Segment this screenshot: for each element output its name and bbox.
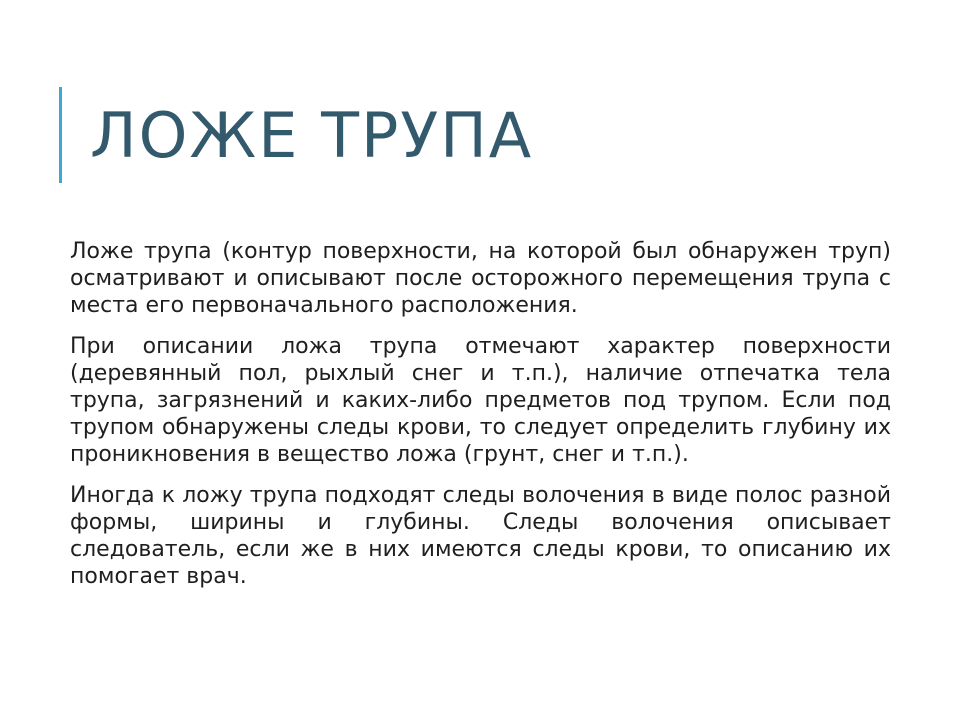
paragraph-2: При описании ложа трупа отмечают характер поверхности (деревянный пол, рыхлый снег и т.п.), наличие отпечатка тела трупа, загрязнений и каких-либо предметов под трупом. Если под трупом обнаружены следы крови, то следует определить глубину их проникновения в вещество ложа (грунт, снег и т.п.). bbox=[70, 334, 891, 467]
title-accent-bar bbox=[59, 87, 62, 183]
slide-body bbox=[70, 238, 891, 604]
slide-title: ЛОЖЕ ТРУПА bbox=[90, 99, 534, 172]
paragraph-3: Иногда к ложу трупа подходят следы волочения в виде полос разной формы, ширины и глубины. Следы волочения описывает следователь, если же в них имеются следы крови, то описанию их помогает врач. bbox=[70, 483, 891, 589]
paragraph-1: Ложе трупа (контур поверхности, на которой был обнаружен труп) осматривают и описывают после осторожного перемещения трупа с места его первоначального расположения. bbox=[70, 239, 891, 318]
